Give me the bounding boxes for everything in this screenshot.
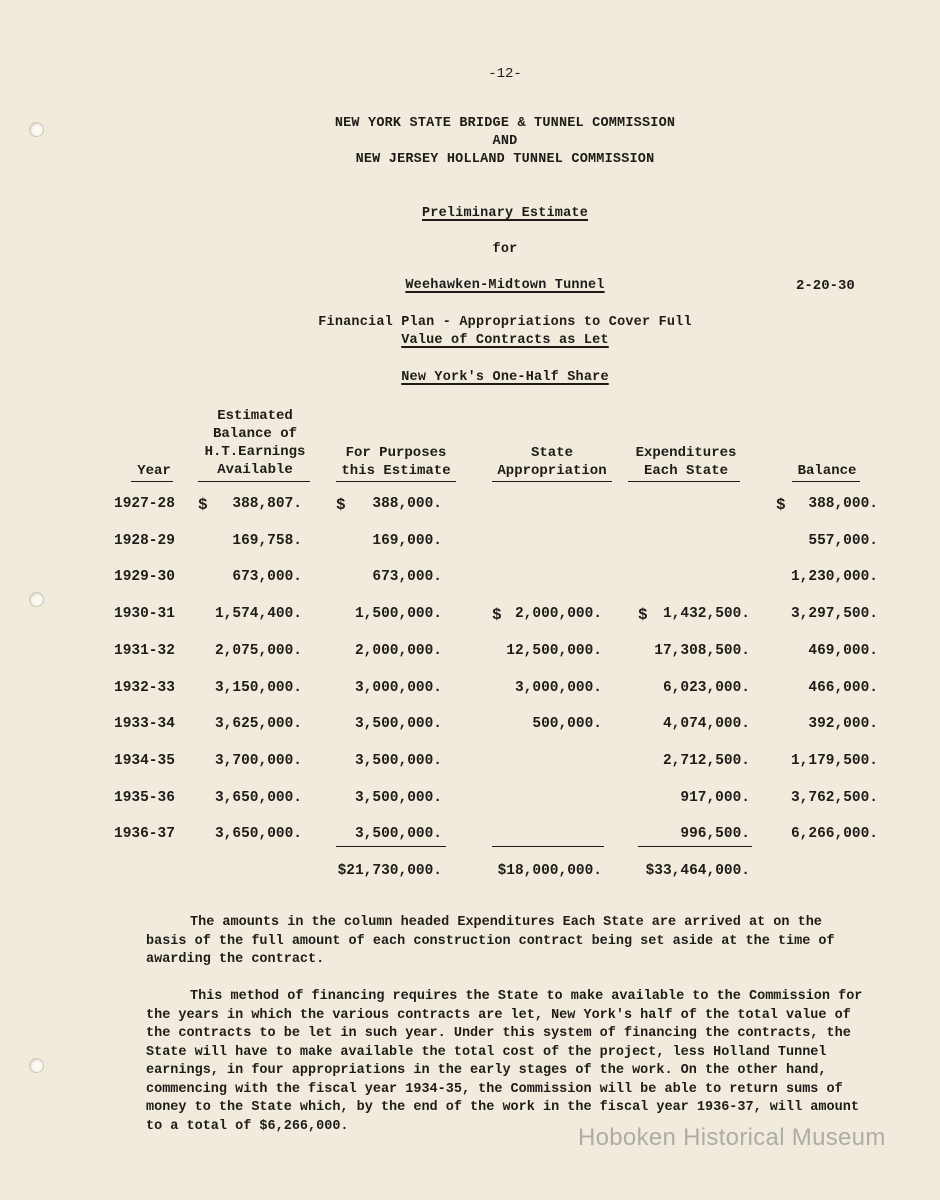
- cell-state: 500,000.: [532, 716, 602, 733]
- col-exp-header: [622, 444, 750, 480]
- col-bal-underline: [792, 481, 860, 482]
- table-row: [0, 606, 940, 626]
- cell-bal: 388,000.: [808, 496, 878, 512]
- col-est-underline: [198, 481, 310, 482]
- binder-hole: [29, 1058, 44, 1073]
- col-est-header: [190, 407, 320, 479]
- col-year-underline: [131, 481, 173, 482]
- cell-bal: 466,000.: [808, 679, 878, 696]
- cell-est: 388,807.: [232, 496, 302, 512]
- table-row: [0, 569, 940, 589]
- cell-est: 1,574,400.: [214, 606, 302, 623]
- purp-total-rule: [336, 846, 446, 847]
- cell-est: 3,650,000.: [214, 789, 302, 806]
- cell-purp: 2,000,000.: [354, 642, 442, 659]
- col-exp-line-2: Each State: [643, 463, 728, 479]
- col-est-line-4: Available: [217, 462, 293, 478]
- cell-bal: 469,000.: [808, 642, 878, 659]
- cell-purp: 3,500,000.: [354, 716, 442, 733]
- cell-est: 3,150,000.: [214, 679, 302, 696]
- col-year-header: Year: [137, 463, 171, 479]
- table-row: [0, 753, 940, 773]
- paragraph-2-text: This method of financing requires the State to make available to the Commission for the years in which the various contracts are let, New York's half of the total value of the contracts to be let in such year. Under this system of financing the contracts, the State will have to make available the total cost of the project, less Holland Tunnel earnings, in four appropriations in the early stages of the work. On the other hand, commencing with the fiscal year 1934-35, the Commission will be able to return sums of money to the State which, by the end of the work in the fiscal year 1936-37, will amount to a total of $6,266,000.: [146, 989, 863, 1134]
- cell-bal: 3,762,500.: [790, 789, 878, 806]
- total-purp: $21,730,000.: [337, 863, 442, 879]
- table-row: [0, 680, 940, 700]
- total-exp: $33,464,000.: [645, 863, 750, 879]
- col-est-line-2: Balance of: [212, 426, 297, 442]
- share-title: New York's One-Half Share: [401, 370, 609, 385]
- total-state: $18,000,000.: [497, 863, 602, 879]
- cell-year: 1936-37: [114, 826, 175, 843]
- cell-year: 1927-28: [114, 496, 175, 512]
- cell-est: 2,075,000.: [214, 642, 302, 659]
- for-label: for: [492, 242, 518, 257]
- col-est-line-3: H.T.Earnings: [204, 444, 306, 460]
- col-exp-line-1: Expenditures: [635, 445, 737, 461]
- cell-state: 12,500,000.: [506, 642, 602, 659]
- col-exp-underline: [628, 481, 740, 482]
- table-row: [0, 716, 940, 736]
- table-row: [0, 496, 940, 516]
- cell-purp: 673,000.: [372, 569, 442, 586]
- paragraph-1: [146, 914, 866, 970]
- cell-bal: 557,000.: [808, 532, 878, 549]
- cell-state: 2,000,000.: [514, 606, 602, 623]
- cell-purp: 3,000,000.: [354, 679, 442, 696]
- col-purp-underline: [336, 481, 456, 482]
- cell-exp: 4,074,000.: [662, 716, 750, 733]
- totals-row: [0, 863, 940, 883]
- cell-year: 1928-29: [114, 532, 175, 549]
- cell-purp: 3,500,000.: [354, 826, 442, 843]
- paragraph-2: [146, 988, 866, 1136]
- cell-est: 169,758.: [232, 532, 302, 549]
- col-state-underline: [492, 481, 612, 482]
- col-state-line-2: Appropriation: [497, 463, 607, 479]
- cell-year: 1934-35: [114, 752, 175, 769]
- paragraph-1-text: The amounts in the column headed Expenditures Each State are arrived at on the basis of the full amount of each construction contract being set aside at the time of awarding the contract.: [146, 915, 835, 967]
- cell-exp: 2,712,500.: [662, 752, 750, 769]
- col-state-header: [486, 444, 618, 480]
- cell-exp: 917,000.: [680, 789, 750, 806]
- cell-bal: 1,179,500.: [790, 752, 878, 769]
- cell-year: 1931-32: [114, 642, 175, 659]
- cell-exp: 1,432,500.: [662, 606, 750, 623]
- cell-year: 1930-31: [114, 606, 175, 623]
- cell-purp: 169,000.: [372, 532, 442, 549]
- cell-purp: 3,500,000.: [354, 752, 442, 769]
- cell-est: 673,000.: [232, 569, 302, 586]
- col-est-line-1: Estimated: [217, 408, 293, 424]
- cell-est: 3,650,000.: [214, 826, 302, 843]
- cell-purp: 388,000.: [372, 496, 442, 512]
- heading-line-2: AND: [492, 134, 518, 149]
- cell-purp: 3,500,000.: [354, 789, 442, 806]
- cell-exp: 17,308,500.: [654, 642, 750, 659]
- heading-line-1: NEW YORK STATE BRIDGE & TUNNEL COMMISSION: [334, 116, 676, 131]
- cell-bal: 1,230,000.: [790, 569, 878, 586]
- tunnel-name: Weehawken-Midtown Tunnel: [405, 278, 605, 293]
- cell-purp: 1,500,000.: [354, 606, 442, 623]
- col-purp-line-2: this Estimate: [341, 463, 451, 479]
- cell-exp: 6,023,000.: [662, 679, 750, 696]
- col-bal-header: Balance: [797, 463, 857, 479]
- table-row: [0, 533, 940, 553]
- estimate-title: Preliminary Estimate: [421, 206, 589, 221]
- dollar-sign: $: [336, 496, 346, 514]
- cell-bal: 3,297,500.: [790, 606, 878, 623]
- cell-year: 1933-34: [114, 716, 175, 733]
- cell-bal: 6,266,000.: [790, 826, 878, 843]
- table-row: [0, 826, 940, 846]
- col-purp-header: [330, 444, 462, 480]
- cell-est: 3,700,000.: [214, 752, 302, 769]
- cell-year: 1935-36: [114, 789, 175, 806]
- cell-est: 3,625,000.: [214, 716, 302, 733]
- plan-line-2: Value of Contracts as Let: [401, 333, 609, 348]
- document-date: 2-20-30: [796, 278, 855, 294]
- page-number: -12-: [488, 66, 522, 82]
- cell-year: 1932-33: [114, 679, 175, 696]
- cell-year: 1929-30: [114, 569, 175, 586]
- col-purp-line-1: For Purposes: [345, 445, 447, 461]
- dollar-sign: $: [638, 606, 648, 625]
- exp-total-rule: [638, 846, 752, 847]
- dollar-sign: $: [198, 496, 208, 514]
- cell-state: 3,000,000.: [514, 679, 602, 696]
- museum-watermark: Hoboken Historical Museum: [578, 1124, 886, 1151]
- dollar-sign: $: [492, 606, 502, 625]
- col-state-line-1: State: [530, 445, 573, 461]
- state-total-rule: [492, 846, 604, 847]
- table-row: [0, 643, 940, 663]
- table-row: [0, 790, 940, 810]
- cell-exp: 996,500.: [680, 826, 750, 843]
- cell-bal: 392,000.: [808, 716, 878, 733]
- dollar-sign: $: [776, 496, 786, 514]
- binder-hole: [29, 592, 44, 607]
- heading-line-3: NEW JERSEY HOLLAND TUNNEL COMMISSION: [355, 152, 655, 167]
- plan-line-1: Financial Plan - Appropriations to Cover Full: [318, 315, 692, 330]
